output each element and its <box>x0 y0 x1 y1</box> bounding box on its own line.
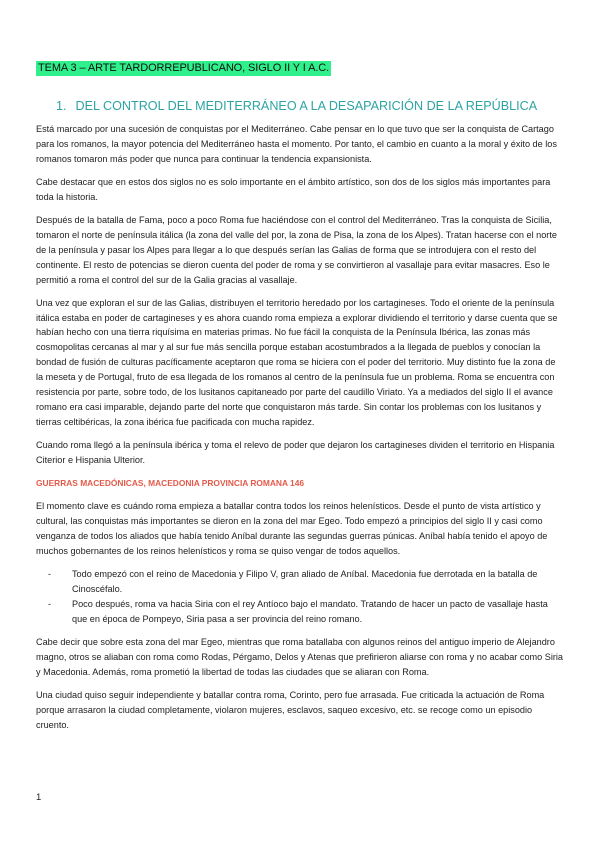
section-number: 1. <box>56 99 67 113</box>
section-heading-text: DEL CONTROL DEL MEDITERRÁNEO A LA DESAPARICIÓN DE LA REPÚBLICA <box>75 99 538 113</box>
list-item <box>36 597 564 627</box>
paragraph: Cabe destacar que en estos dos siglos no es solo importante en el ámbito artístico, son dos de los siglos más importantes para toda la historia. <box>36 176 551 202</box>
document-body <box>36 122 564 741</box>
bullet-list <box>36 567 564 627</box>
list-item-text: Poco después, roma va hacia Siria con el rey Antíoco bajo el mandato. Tratando de hacer un pacto de vasallaje hasta que en época de Pompeyo, Siria pasa a ser provincia del reino romano. <box>72 598 548 624</box>
list-item <box>36 567 564 597</box>
page-number: 1 <box>36 792 42 803</box>
section-heading <box>56 98 576 114</box>
paragraph: Después de la batalla de Fama, poco a poco Roma fue haciéndose con el control del Mediterráneo. Tras la conquista de Sicilia, tomaron el norte de península itálica (la zona del valle del por, la zona de Pisa, la zona de los Alpes). Tratan hacerse con el norte de la península y pasar los Alpes para llegar a lo que después serían las Galias de forma que se introdujera con el resto del continente. El resto de potencias se dieron cuenta del poder de roma y se convirtieron al vasallaje para evitar masacres. Eso le permitió a roma el control del sur de la Galia gracias al vasallaje. <box>36 214 557 285</box>
bullet-dash: - <box>48 598 52 609</box>
paragraph: Cuando roma llegó a la península ibérica y toma el relevo de poder que dejaron los cartagineses dividen el territorio en Hispania Citerior e Hispania Ulterior. <box>36 439 555 465</box>
paragraph: Cabe decir que sobre esta zona del mar Egeo, mientras que roma batallaba con algunos reinos del antiguo imperio de Alejandro magno, otros se aliaban con roma como Rodas, Pérgamo, Delos y Atenas que prefirieron aliarse con roma y no acabar como Siria y Macedonia. Además, roma prometió la libertad de todas las ciudades que se aliaran con Roma. <box>36 637 563 677</box>
bullet-dash: - <box>48 568 52 579</box>
title-block <box>36 58 331 76</box>
paragraph: El momento clave es cuándo roma empieza a batallar contra todos los reinos helenísticos. Desde el punto de vista artístico y cultural, las conquistas más importantes se dieron en la zona del mar Egeo. Todo empezó a principios del siglo II y casi como venganza de todos los aliados que había tenido Aníbal durante las segundas guerras púnicas. Aníbal había tenido el apoyo de muchos gobernantes de los reinos helenísticos y roma se quiso vengar de todos aquellos. <box>36 501 548 556</box>
document-title: TEMA 3 – ARTE TARDORREPUBLICANO, SIGLO II Y I A.C. <box>38 62 330 74</box>
paragraph: Está marcado por una sucesión de conquistas por el Mediterráneo. Cabe pensar en lo que tuvo que ser la conquista de Cartago para los romanos, la mayor potencia del Mediterráneo hasta el momento. Por tanto, el cambio en cuanto a la moral y éxito de los romanos tomaron más poder que nunca para continuar la tendencia expansionista. <box>36 124 557 164</box>
subheading: GUERRAS MACEDÓNICAS, MACEDONIA PROVINCIA ROMANA 146 <box>36 477 305 488</box>
list-item-text: Todo empezó con el reino de Macedonia y Filipo V, gran aliado de Aníbal. Macedonia fue derrotada en la batalla de Cinoscéfalo. <box>72 568 538 594</box>
paragraph: Una ciudad quiso seguir independiente y batallar contra roma, Corinto, pero fue arrasada. Fue criticada la actuación de Roma porque arrasaron la ciudad completamente, violaron mujeres, esclavos, saqueo excesivo, etc. se recoge como un episodio cruento. <box>36 689 545 730</box>
paragraph: Una vez que exploran el sur de las Galias, distribuyen el territorio heredado por los cartagineses. Todo el oriente de la península itálica estaba en poder de cartagineses y es ahora cuando roma empieza a explorar dividiendo el territorio y darse cuenta que se habían hecho con una tierra riquísima en materias primas. No fue fácil la conquista de la Península Ibérica, las zonas más cosmopolitas cercanas al mar y al sur fue más sencilla porque estaban acostumbrados a la llegada de pueblos y conocían la bondad de fusión de culturas pacíficamente aceptaron que roma se hiciera con el poder del territorio. Muy distinto fue la zona de la meseta y de Portugal, fruto de esa llegada de los romanos al centro de la península fue un problema. Roma se encuentra con resistencia por parte, sobre todo, de los lusitanos capitaneado por parte del caudillo Viriato. Ya a mediados del siglo II el avance romano era casi imparable, dejando parte del norte que conquistaron más tarde. Sin contar los problemas con los lusitanos y tierras celtibéricas, la zona ibérica fue pacificada con mucha rapidez. <box>36 297 558 427</box>
